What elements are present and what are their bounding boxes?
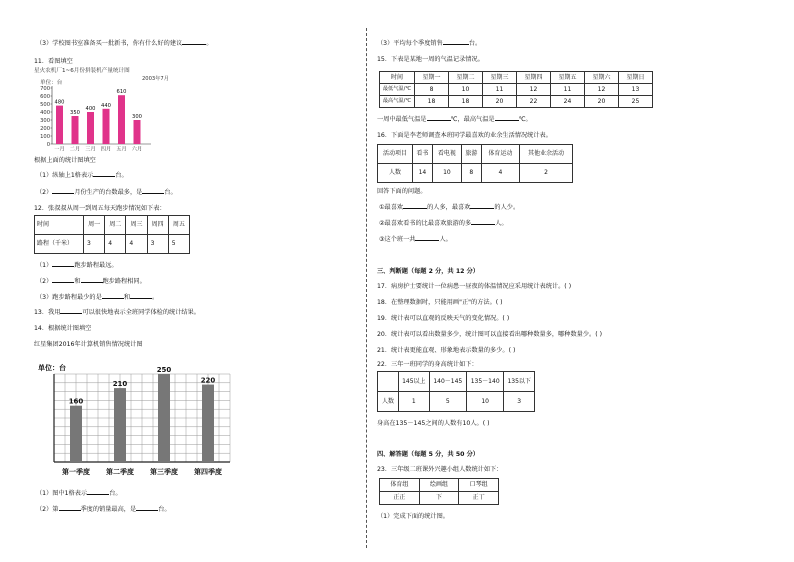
answer-blank[interactable] bbox=[59, 510, 81, 511]
table-row bbox=[35, 235, 190, 254]
chart1-date: 2003年7月 bbox=[142, 76, 169, 82]
table-header-cell: 140－145 bbox=[429, 372, 466, 392]
table-cell: 22 bbox=[517, 96, 551, 108]
question-17: 17．病房护士要统计一位病患一昼夜的体温情况应采用统计表统计。( ) bbox=[377, 283, 572, 290]
question-19: 19．统计表可以直观的反映天气的变化情况。( ) bbox=[377, 315, 510, 322]
table-header-row bbox=[380, 72, 653, 84]
chart1-y-tick-label: 700 bbox=[40, 85, 50, 92]
running-table bbox=[34, 215, 190, 254]
table-header-cell: 旅游 bbox=[461, 145, 481, 164]
chart1-data-label: 300 bbox=[132, 114, 142, 120]
question-23-1: （1）完成下面的统计图。 bbox=[377, 513, 449, 520]
answer-blank[interactable] bbox=[443, 44, 469, 45]
chart2-x-tick-label: 第一季度 bbox=[62, 468, 90, 476]
chart1-x-tick-label: 三月 bbox=[85, 146, 96, 153]
table-row bbox=[378, 392, 535, 412]
table-header-cell: 时间 bbox=[35, 216, 84, 235]
question-12-1: （1） 跑步路程最远。 bbox=[36, 262, 118, 269]
chart1-bar bbox=[103, 109, 110, 144]
table-row-label: 人数 bbox=[378, 392, 399, 412]
question-12-3: （3）跑步路程最少的是 和 。 bbox=[36, 294, 159, 301]
tally-cell: 正正 bbox=[380, 492, 420, 505]
chart2-bar bbox=[114, 388, 126, 462]
right-column bbox=[371, 0, 794, 562]
table-cell: 8 bbox=[461, 164, 481, 183]
question-16-1: ①最喜欢 的人多，最喜欢 的人少。 bbox=[379, 204, 520, 211]
table-header-cell: 周五 bbox=[168, 216, 189, 235]
table-row bbox=[380, 96, 653, 108]
question-16-2: ②最喜欢看书的比最喜欢旅游的多 人。 bbox=[379, 220, 508, 227]
question-15-title: 15．下表是某地一周的气温记录情况。 bbox=[377, 56, 484, 63]
chart2-data-label: 210 bbox=[112, 380, 128, 389]
question-16-title: 16．下面是李老师调查本班同学最喜欢的业余生活情况统计表。 bbox=[377, 132, 552, 139]
table-row-label: 路程（千米） bbox=[35, 235, 84, 254]
chart2-unit: 单位：台 bbox=[38, 364, 66, 372]
table-row-label: 人数 bbox=[378, 164, 413, 183]
question-23-title: 23．三年级二班课外兴趣小组人数统计如下： bbox=[377, 466, 503, 473]
question-22-statement: 身高在135－145之间的人数有10人。( ) bbox=[377, 420, 490, 427]
chart1-data-label: 440 bbox=[101, 102, 111, 109]
chart1-plot-area bbox=[40, 86, 151, 153]
table-header-cell: 其他业余活动 bbox=[520, 145, 573, 164]
table-cell: 4 bbox=[126, 235, 147, 254]
answer-blank[interactable] bbox=[403, 208, 427, 209]
table-header-cell: 135－140 bbox=[466, 372, 503, 392]
table-cell: 10 bbox=[466, 392, 503, 412]
question-16-intro: 回答下面的问题。 bbox=[377, 188, 427, 195]
left-column bbox=[0, 0, 360, 562]
chart1-y-tick-label: 400 bbox=[40, 109, 50, 116]
table-cell: 11 bbox=[483, 84, 517, 96]
chart1-y-tick-label: 100 bbox=[40, 133, 50, 140]
chart1-data-label: 350 bbox=[70, 110, 80, 116]
table-cell: 12 bbox=[585, 84, 619, 96]
question-21: 21．统计表更能直观、形象地表示数量的多少。( ) bbox=[377, 347, 516, 354]
table-cell: 1 bbox=[399, 392, 430, 412]
table-header-row bbox=[378, 372, 535, 392]
question-14-1: （1）图中1格表示 台。 bbox=[36, 490, 122, 497]
table-row bbox=[378, 164, 573, 183]
table-header-row bbox=[378, 145, 573, 164]
table-header-cell: 135以下 bbox=[504, 372, 535, 392]
table-header-cell: 周二 bbox=[105, 216, 126, 235]
table-cell: 8 bbox=[415, 84, 449, 96]
answer-blank[interactable] bbox=[81, 282, 103, 283]
chart1-y-tick-label: 500 bbox=[40, 101, 50, 108]
table-header-cell: 体育组 bbox=[380, 479, 420, 492]
question-11-intro: 根据上面的统计图填空 bbox=[34, 157, 96, 164]
table-cell: 3 bbox=[84, 235, 105, 254]
chart1-y-tick-label: 0 bbox=[46, 141, 50, 148]
table-header-cell: 周四 bbox=[147, 216, 168, 235]
chart1-bar bbox=[87, 112, 94, 144]
table-header-cell: 星期一 bbox=[415, 72, 449, 84]
table-header-cell: 星期五 bbox=[551, 72, 585, 84]
question-16-3: ③这个班一共 人。 bbox=[379, 236, 452, 243]
chart1-data-label: 610 bbox=[116, 89, 127, 96]
table-header-cell: 活动项目 bbox=[378, 145, 413, 164]
chart1-data-label: 480 bbox=[54, 99, 65, 106]
chart1-unit: 单位：台 bbox=[40, 80, 63, 86]
question-14-3: （3）平均每个季度销售 台。 bbox=[377, 40, 482, 47]
table-cell: 12 bbox=[517, 84, 551, 96]
answer-blank[interactable] bbox=[182, 44, 206, 45]
question-14-2: （2）第 季度的销量最高，是 台。 bbox=[36, 506, 171, 513]
table-header-cell: 绘画组 bbox=[419, 479, 459, 492]
table-cell: 4 bbox=[481, 164, 519, 183]
table-cell: 14 bbox=[413, 164, 433, 183]
chart2-bar bbox=[202, 385, 214, 462]
table-header-cell: 口琴组 bbox=[459, 479, 499, 492]
table-row bbox=[380, 84, 653, 96]
question-11-2: （2） 月份生产的台数最多，是 台。 bbox=[36, 189, 177, 196]
section-3-heading: 三、判断题（每题 2 分，共 12 分） bbox=[377, 268, 479, 275]
question-11-1: （1）纵轴上1格表示 台。 bbox=[36, 172, 128, 179]
question-14-title: 14．根据统计图填空 bbox=[34, 325, 92, 332]
chart2-title: 红星集团2016年计算机销售情况统计图 bbox=[34, 341, 143, 348]
table-cell: 10 bbox=[449, 84, 483, 96]
table-header-cell: 时间 bbox=[380, 72, 415, 84]
table-cell: 4 bbox=[105, 235, 126, 254]
table-header-cell: 星期日 bbox=[619, 72, 653, 84]
answer-blank[interactable] bbox=[93, 176, 115, 177]
chart1-y-tick-label: 200 bbox=[40, 125, 50, 132]
question-18: 18．在整理数据时，只能用画"正"的方法。( ) bbox=[377, 299, 503, 306]
tally-cell: 下 bbox=[419, 492, 459, 505]
answer-blank[interactable] bbox=[102, 298, 124, 299]
table-header-cell: 周三 bbox=[126, 216, 147, 235]
question-12-2: （2） 和 跑步路程相同。 bbox=[36, 278, 146, 285]
chart2-bar bbox=[158, 374, 170, 462]
table-cell: 18 bbox=[449, 96, 483, 108]
question-13: 13．我用 可以很快地表示全班同学体检的统计结果。 bbox=[34, 309, 200, 316]
table-cell: 10 bbox=[432, 164, 461, 183]
table-row bbox=[380, 492, 499, 505]
table-header-cell: 体育运动 bbox=[481, 145, 519, 164]
monthly-production-chart bbox=[30, 66, 180, 154]
question-15-answer: 一周中最低气温是 ℃，最高气温是 ℃。 bbox=[377, 116, 532, 123]
table-cell: 25 bbox=[619, 96, 653, 108]
table-cell: 11 bbox=[551, 84, 585, 96]
table-header-row bbox=[35, 216, 190, 235]
answer-blank[interactable] bbox=[142, 193, 164, 194]
table-cell: 13 bbox=[619, 84, 653, 96]
chart2-x-tick-label: 第二季度 bbox=[106, 468, 134, 476]
height-table bbox=[377, 371, 535, 412]
table-header-cell: 看书 bbox=[413, 145, 433, 164]
chart2-data-label: 250 bbox=[156, 366, 172, 374]
chart1-bar bbox=[134, 120, 141, 144]
column-divider bbox=[366, 28, 367, 548]
chart1-x-tick-label: 四月 bbox=[100, 146, 112, 153]
answer-blank[interactable] bbox=[87, 494, 109, 495]
answer-blank[interactable] bbox=[470, 208, 494, 209]
answer-blank[interactable] bbox=[495, 120, 519, 121]
chart1-bar bbox=[118, 95, 125, 144]
section-4-heading: 四、解答题（每题 5 分，共 50 分） bbox=[377, 451, 479, 458]
chart2-bar bbox=[70, 406, 82, 462]
answer-blank[interactable] bbox=[415, 240, 439, 241]
table-cell: 5 bbox=[429, 392, 466, 412]
hobby-table bbox=[377, 144, 573, 183]
question-20: 20．统计表可以看出数量多少，统计图可以直接看出哪种数量多，哪种数量少。( ) bbox=[377, 331, 603, 338]
answer-blank[interactable] bbox=[60, 313, 82, 314]
chart1-x-tick-label: 五月 bbox=[116, 146, 127, 153]
chart2-x-tick-label: 第三季度 bbox=[150, 468, 178, 476]
answer-blank[interactable] bbox=[52, 193, 74, 194]
table-header-cell: 145以上 bbox=[399, 372, 430, 392]
chart1-y-tick-label: 300 bbox=[40, 117, 50, 124]
table-header-cell: 周一 bbox=[84, 216, 105, 235]
table-cell: 3 bbox=[147, 235, 168, 254]
chart2-plot-area bbox=[54, 366, 230, 476]
question-22-title: 22．三年一班同学的身高统计如下： bbox=[377, 361, 478, 368]
table-row-label: 最高气温/℃ bbox=[380, 96, 415, 108]
table-header-row bbox=[380, 479, 499, 492]
answer-blank[interactable] bbox=[427, 120, 451, 121]
chart2-data-label: 160 bbox=[68, 397, 84, 406]
chart1-x-tick-label: 六月 bbox=[131, 146, 143, 153]
table-cell: 20 bbox=[483, 96, 517, 108]
table-header-cell: 星期四 bbox=[517, 72, 551, 84]
table-cell: 20 bbox=[585, 96, 619, 108]
chart1-bar bbox=[56, 106, 63, 144]
table-cell: 24 bbox=[551, 96, 585, 108]
question-10-3: （3）学校图书室准备买一批新书，你有什么好的建议 。 bbox=[36, 40, 213, 47]
chart1-y-tick-label: 600 bbox=[40, 93, 50, 100]
tally-cell: 正丅 bbox=[459, 492, 499, 505]
chart1-title: 星火农机厂1~6月份拼装机产量统计图 bbox=[34, 68, 130, 74]
chart1-bar bbox=[72, 116, 79, 144]
table-row-label: 最低气温/℃ bbox=[380, 84, 415, 96]
interest-group-table bbox=[379, 478, 499, 505]
table-cell: 5 bbox=[168, 235, 189, 254]
table-cell: 2 bbox=[520, 164, 573, 183]
table-cell: 3 bbox=[504, 392, 535, 412]
chart1-x-tick-label: 二月 bbox=[69, 146, 81, 153]
temperature-table bbox=[379, 71, 653, 108]
chart1-x-tick-label: 一月 bbox=[54, 146, 65, 153]
quarterly-sales-chart bbox=[34, 358, 234, 480]
chart1-data-label: 400 bbox=[85, 106, 96, 112]
table-cell: 18 bbox=[415, 96, 449, 108]
question-12-title: 12．张叔叔从周一到周五每天跑步情况如下表： bbox=[34, 205, 166, 212]
question-11-title: 11．看图填空 bbox=[34, 58, 73, 65]
table-header-cell: 星期三 bbox=[483, 72, 517, 84]
chart2-data-label: 220 bbox=[200, 376, 216, 385]
answer-blank[interactable] bbox=[52, 266, 74, 267]
answer-blank[interactable] bbox=[52, 282, 74, 283]
answer-blank[interactable] bbox=[130, 298, 152, 299]
answer-blank[interactable] bbox=[471, 224, 495, 225]
table-header-cell bbox=[378, 372, 399, 392]
answer-blank[interactable] bbox=[136, 510, 158, 511]
table-header-cell: 星期六 bbox=[585, 72, 619, 84]
table-header-cell: 看电视 bbox=[432, 145, 461, 164]
chart2-x-tick-label: 第四季度 bbox=[194, 468, 222, 476]
table-header-cell: 星期二 bbox=[449, 72, 483, 84]
